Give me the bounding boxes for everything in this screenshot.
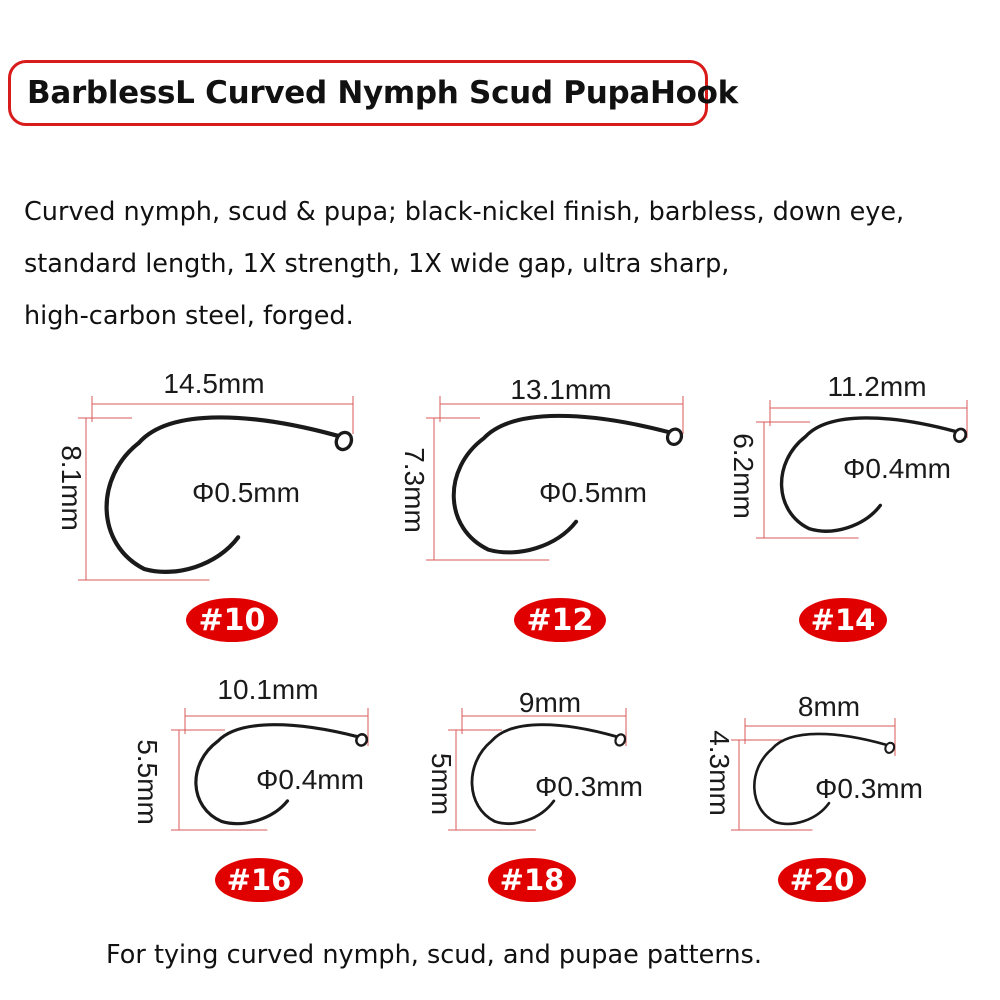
description-line-1: Curved nymph, scud & pupa; black-nickel finish, barbless, down eye, — [24, 197, 905, 227]
description-line-3: high-carbon steel, forged. — [24, 301, 354, 331]
description-line-2: standard length, 1X strength, 1X wide gap, ultra sharp, — [24, 249, 730, 279]
height-label: 7.3mm — [399, 447, 430, 533]
length-label: 13.1mm — [510, 374, 612, 405]
height-label: 5mm — [426, 752, 457, 816]
length-label: 14.5mm — [163, 368, 265, 399]
wire-diameter-label: Φ0.3mm — [535, 771, 643, 802]
page-title: BarblessL Curved Nymph Scud PupaHook — [27, 75, 738, 111]
hook-panel-size-20 — [704, 691, 923, 902]
wire-diameter-label: Φ0.4mm — [843, 453, 951, 484]
height-label: 6.2mm — [728, 433, 759, 519]
hook-eye-icon — [665, 427, 684, 447]
wire-diameter-label: Φ0.4mm — [256, 764, 364, 795]
length-label: 9mm — [518, 687, 582, 718]
length-label: 8mm — [797, 691, 861, 722]
wire-diameter-label: Φ0.5mm — [192, 477, 300, 508]
hook-panel-size-18 — [426, 687, 643, 902]
hook-panel-size-12 — [399, 374, 684, 642]
wire-diameter-label: Φ0.3mm — [815, 773, 923, 804]
size-badge-label: #16 — [226, 863, 292, 897]
wire-diameter-label: Φ0.5mm — [539, 477, 647, 508]
height-label: 8.1mm — [56, 445, 87, 531]
height-label: 5.5mm — [132, 739, 163, 825]
length-label: 11.2mm — [827, 371, 927, 402]
footer-note: For tying curved nymph, scud, and pupae patterns. — [106, 940, 762, 970]
hook-panel-size-10 — [56, 368, 354, 642]
hook-panel-size-14 — [728, 371, 968, 642]
hook-panel-size-16 — [132, 674, 369, 902]
size-badge-label: #14 — [810, 603, 876, 637]
size-badge-label: #18 — [499, 863, 565, 897]
size-badge-label: #20 — [789, 863, 855, 897]
height-label: 4.3mm — [704, 730, 735, 816]
size-badge-label: #12 — [526, 603, 594, 638]
length-label: 10.1mm — [217, 674, 319, 705]
size-badge-label: #10 — [198, 603, 266, 638]
hook-eye-icon — [334, 430, 355, 452]
